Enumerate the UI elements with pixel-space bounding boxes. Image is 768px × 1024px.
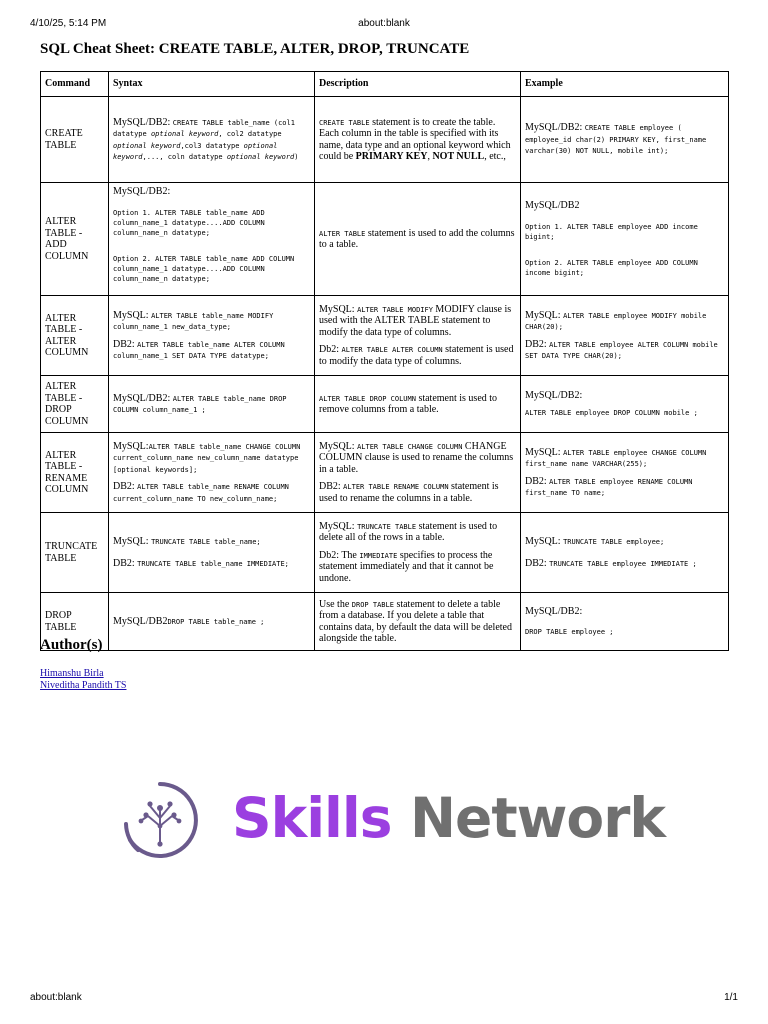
- print-page-number: 1/1: [724, 992, 738, 1003]
- description-cell: ALTER TABLE DROP COLUMN statement is used to remove columns from a table.: [315, 376, 521, 433]
- example-code: CREATE TABLE employee ( employee_id char(2) PRIMARY KEY, first_name varchar(30) NOT NULL, mobile int);: [525, 124, 707, 156]
- syntax-cell: MySQL/DB2DROP TABLE table_name ;: [109, 593, 315, 651]
- page-title: SQL Cheat Sheet: CREATE TABLE, ALTER, DROP, TRUNCATE: [40, 41, 470, 57]
- command-cell: ALTER TABLE - ADD COLUMN: [41, 183, 109, 296]
- description-cell: MySQL: ALTER TABLE CHANGE COLUMN CHANGE COLUMN clause is used to rename the columns in a table. DB2: ALTER TABLE RENAME COLUMN statement is used to rename the columns in a table.: [315, 433, 521, 513]
- syntax-label: MySQL/DB2:: [113, 116, 171, 128]
- print-page-url: about:blank: [358, 18, 410, 29]
- print-footer: [0, 990, 768, 1004]
- column-header-command: Command: [41, 72, 109, 97]
- syntax-cell: MySQL/DB2: ALTER TABLE table_name DROP COLUMN column_name_1 ;: [109, 376, 315, 433]
- network-tree-icon: [120, 780, 200, 860]
- syntax-cell: MySQL: TRUNCATE TABLE table_name; DB2: TRUNCATE TABLE table_name IMMEDIATE;: [109, 513, 315, 593]
- example-cell: MySQL/DB2: CREATE TABLE employee ( employee_id char(2) PRIMARY KEY, first_name varchar(30) NOT NULL, mobile int);: [521, 97, 729, 183]
- syntax-cell: MySQL:ALTER TABLE table_name CHANGE COLUMN current_column_name new_column_name datatype [optional keywords]; DB2: ALTER TABLE table_name RENAME COLUMN current_column_name TO new_column_name;: [109, 433, 315, 513]
- table-row: [41, 433, 729, 513]
- description-cell: Use the DROP TABLE statement to delete a table from a database. If you delete a table that contains data, by default the data will be deleted alongside the table.: [315, 593, 521, 651]
- column-header-example: Example: [521, 72, 729, 97]
- syntax-code: CREATE TABLE table_name (col1 datatype optional keyword, col2 datatype optional keyword,col3 datatype optional keyword,..., coln datatype optional keyword): [113, 118, 299, 161]
- description-cell: MySQL: ALTER TABLE MODIFY MODIFY clause is used with the ALTER TABLE statement to modify the data type of columns. Db2: ALTER TABLE ALTER COLUMN statement is used to modify the data type of columns.: [315, 296, 521, 376]
- table-row: [41, 376, 729, 433]
- command-cell: TRUNCATE TABLE: [41, 513, 109, 593]
- command-cell: DROP TABLE: [41, 593, 109, 651]
- syntax-cell: MySQL: ALTER TABLE table_name MODIFY column_name_1 new_data_type; DB2: ALTER TABLE table_name ALTER COLUMN column_name_1 SET DATA TYPE datatype;: [109, 296, 315, 376]
- example-cell: MySQL: ALTER TABLE employee CHANGE COLUMN first_name name VARCHAR(255); DB2: ALTER TABLE employee RENAME COLUMN first_name TO name;: [521, 433, 729, 513]
- table-row: [41, 97, 729, 183]
- cheat-sheet-table: [40, 71, 729, 651]
- description-cell: CREATE TABLE statement is to create the table. Each column in the table is specified with its name, data type and an optional keyword which could be PRIMARY KEY, NOT NULL, etc.,: [315, 97, 521, 183]
- command-cell: ALTER TABLE - ALTER COLUMN: [41, 296, 109, 376]
- description-cell: ALTER TABLE statement is used to add the columns to a table.: [315, 183, 521, 296]
- print-header: [0, 14, 768, 28]
- description-cell: MySQL: TRUNCATE TABLE statement is used to delete all of the rows in a table. Db2: The IMMEDIATE specifies to process the statement immediately and that it cannot be undone.: [315, 513, 521, 593]
- command-cell: CREATE TABLE: [41, 97, 109, 183]
- print-datetime: 4/10/25, 5:14 PM: [30, 18, 107, 29]
- author-list: [40, 668, 126, 692]
- example-cell: MySQL/DB2 Option 1. ALTER TABLE employee ADD income bigint; Option 2. ALTER TABLE employee ADD COLUMN income bigint;: [521, 183, 729, 296]
- command-cell: ALTER TABLE - DROP COLUMN: [41, 376, 109, 433]
- example-cell: MySQL: ALTER TABLE employee MODIFY mobile CHAR(20); DB2: ALTER TABLE employee ALTER COLUMN mobile SET DATA TYPE CHAR(20);: [521, 296, 729, 376]
- table-row: [41, 513, 729, 593]
- table-row: [41, 593, 729, 651]
- logo-word-skills: Skills: [232, 786, 392, 850]
- example-cell: MySQL/DB2: DROP TABLE employee ;: [521, 593, 729, 651]
- logo-word-network: Network: [410, 786, 665, 850]
- print-footer-url: about:blank: [30, 992, 82, 1003]
- table-row: [41, 183, 729, 296]
- author-link-niveditha-pandith[interactable]: Niveditha Pandith TS: [40, 680, 127, 691]
- syntax-cell: MySQL/DB2: Option 1. ALTER TABLE table_name ADD column_name_1 datatype....ADD COLUMN column_name_n datatype; Option 2. ALTER TABLE table_name ADD COLUMN column_name_1 datatype....ADD COLUMN column_name_n datatype;: [109, 183, 315, 296]
- column-header-description: Description: [315, 72, 521, 97]
- example-cell: MySQL/DB2: ALTER TABLE employee DROP COLUMN mobile ;: [521, 376, 729, 433]
- table-row: [41, 296, 729, 376]
- author-link-himanshu-birla[interactable]: Himanshu Birla: [40, 668, 104, 679]
- syntax-cell: [109, 97, 315, 183]
- command-cell: ALTER TABLE - RENAME COLUMN: [41, 433, 109, 513]
- authors-heading: Author(s): [40, 637, 103, 653]
- example-cell: MySQL: TRUNCATE TABLE employee; DB2: TRUNCATE TABLE employee IMMEDIATE ;: [521, 513, 729, 593]
- column-header-syntax: Syntax: [109, 72, 315, 97]
- table-header-row: [41, 72, 729, 97]
- skills-network-logo: [120, 780, 665, 860]
